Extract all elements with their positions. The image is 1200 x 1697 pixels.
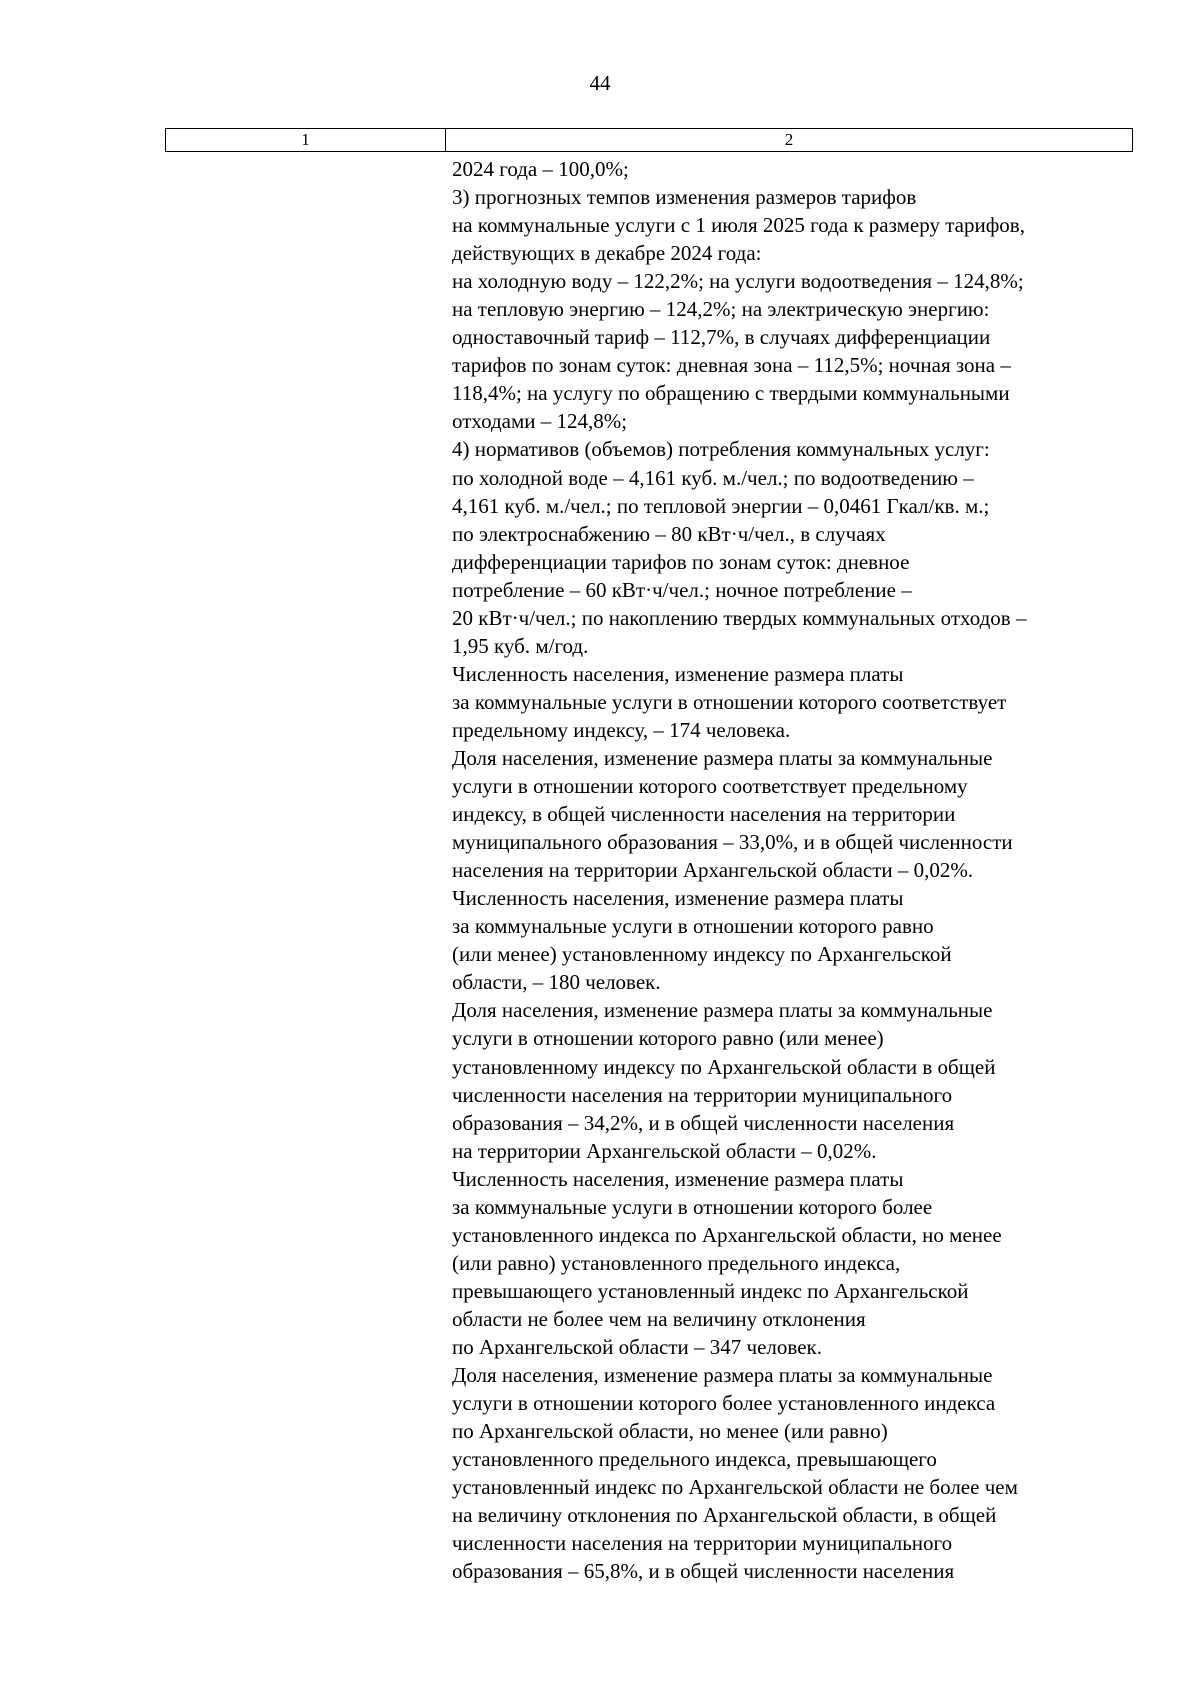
page-number: 44 <box>589 71 611 95</box>
text-line: за коммунальные услуги в отношении которого более <box>452 1194 933 1219</box>
text-line: установленного предельного индекса, превышающего <box>452 1447 937 1472</box>
text-line: образования – 34,2%, и в общей численности населения <box>452 1110 955 1135</box>
text-line: предельному индексу, – 174 человека. <box>452 717 791 742</box>
text-line: области не более чем на величину отклонения <box>452 1306 866 1331</box>
table-header <box>165 128 1133 152</box>
text-line: на величину отклонения по Архангельской области, в общей <box>452 1503 997 1528</box>
text-line: по Архангельской области – 347 человек. <box>452 1334 822 1359</box>
column-2-text <box>452 155 1142 1585</box>
text-line: области, – 180 человек. <box>452 970 661 995</box>
text-line: услуги в отношении которого более установленного индекса <box>452 1391 996 1416</box>
text-line: образования – 65,8%, и в общей численности населения <box>452 1559 955 1584</box>
text-line: Численность населения, изменение размера платы <box>452 1166 904 1191</box>
text-line: Численность населения, изменение размера платы <box>452 661 904 686</box>
text-line: Доля населения, изменение размера платы за коммунальные <box>452 998 993 1023</box>
column-1-header: 1 <box>166 129 446 151</box>
text-line: одноставочный тариф – 112,7%, в случаях дифференциации <box>452 325 991 350</box>
text-line: по электроснабжению – 80 кВт·ч/чел., в случаях <box>452 521 886 546</box>
text-line: за коммунальные услуги в отношении которого равно <box>452 914 934 939</box>
text-line: установленный индекс по Архангельской области не более чем <box>452 1475 1018 1500</box>
text-line: по холодной воде – 4,161 куб. м./чел.; по водоотведению – <box>452 465 974 490</box>
text-line: за коммунальные услуги в отношении которого соответствует <box>452 689 1007 714</box>
text-line: численности населения на территории муниципального <box>452 1531 953 1556</box>
text-line: 2024 года – 100,0%; <box>452 157 629 181</box>
text-line: потребление – 60 кВт·ч/чел.; ночное потребление – <box>452 577 912 602</box>
text-line: на коммунальные услуги с 1 июля 2025 года к размеру тарифов, <box>452 213 1025 238</box>
text-line: тарифов по зонам суток: дневная зона – 112,5%; ночная зона – <box>452 353 1011 378</box>
text-line: Численность населения, изменение размера платы <box>452 886 904 911</box>
text-line: на тепловую энергию – 124,2%; на электрическую энергию: <box>452 297 990 322</box>
text-line: услуги в отношении которого равно (или менее) <box>452 1026 884 1051</box>
text-line: численности населения на территории муниципального <box>452 1082 953 1107</box>
text-line: на холодную воду – 122,2%; на услуги водоотведения – 124,8%; <box>452 269 1024 294</box>
text-line: 118,4%; на услугу по обращению с твердыми коммунальными <box>452 381 1010 406</box>
text-line: 4,161 куб. м./чел.; по тепловой энергии – 0,0461 Гкал/кв. м.; <box>452 493 990 518</box>
text-line: по Архангельской области, но менее (или равно) <box>452 1419 888 1444</box>
text-line: 3) прогнозных темпов изменения размеров тарифов <box>452 185 917 210</box>
text-line: (или менее) установленному индексу по Архангельской <box>452 942 952 967</box>
text-line: населения на территории Архангельской области – 0,02%. <box>452 858 974 883</box>
text-line: муниципального образования – 33,0%, и в общей численности <box>452 830 1013 855</box>
text-line: превышающего установленный индекс по Архангельской <box>452 1278 969 1303</box>
text-line: индексу, в общей численности населения на территории <box>452 802 956 827</box>
text-line: действующих в декабре 2024 года: <box>452 241 762 266</box>
text-line: дифференциации тарифов по зонам суток: дневное <box>452 549 910 574</box>
text-line: услуги в отношении которого соответствует предельному <box>452 774 968 799</box>
text-line: (или равно) установленного предельного индекса, <box>452 1250 901 1275</box>
text-line: Доля населения, изменение размера платы за коммунальные <box>452 1363 993 1388</box>
column-2-header: 2 <box>784 130 794 149</box>
text-line: 1,95 куб. м/год. <box>452 633 589 658</box>
text-line: на территории Архангельской области – 0,02%. <box>452 1138 877 1163</box>
text-line: Доля населения, изменение размера платы за коммунальные <box>452 745 993 770</box>
text-line: 4) нормативов (объемов) потребления коммунальных услуг: <box>452 437 990 462</box>
text-line: установленного индекса по Архангельской области, но менее <box>452 1222 1002 1247</box>
text-line: установленному индексу по Архангельской области в общей <box>452 1054 996 1079</box>
text-line: отходами – 124,8%; <box>452 409 628 434</box>
text-line: 20 кВт·ч/чел.; по накоплению твердых коммунальных отходов – <box>452 605 1027 630</box>
